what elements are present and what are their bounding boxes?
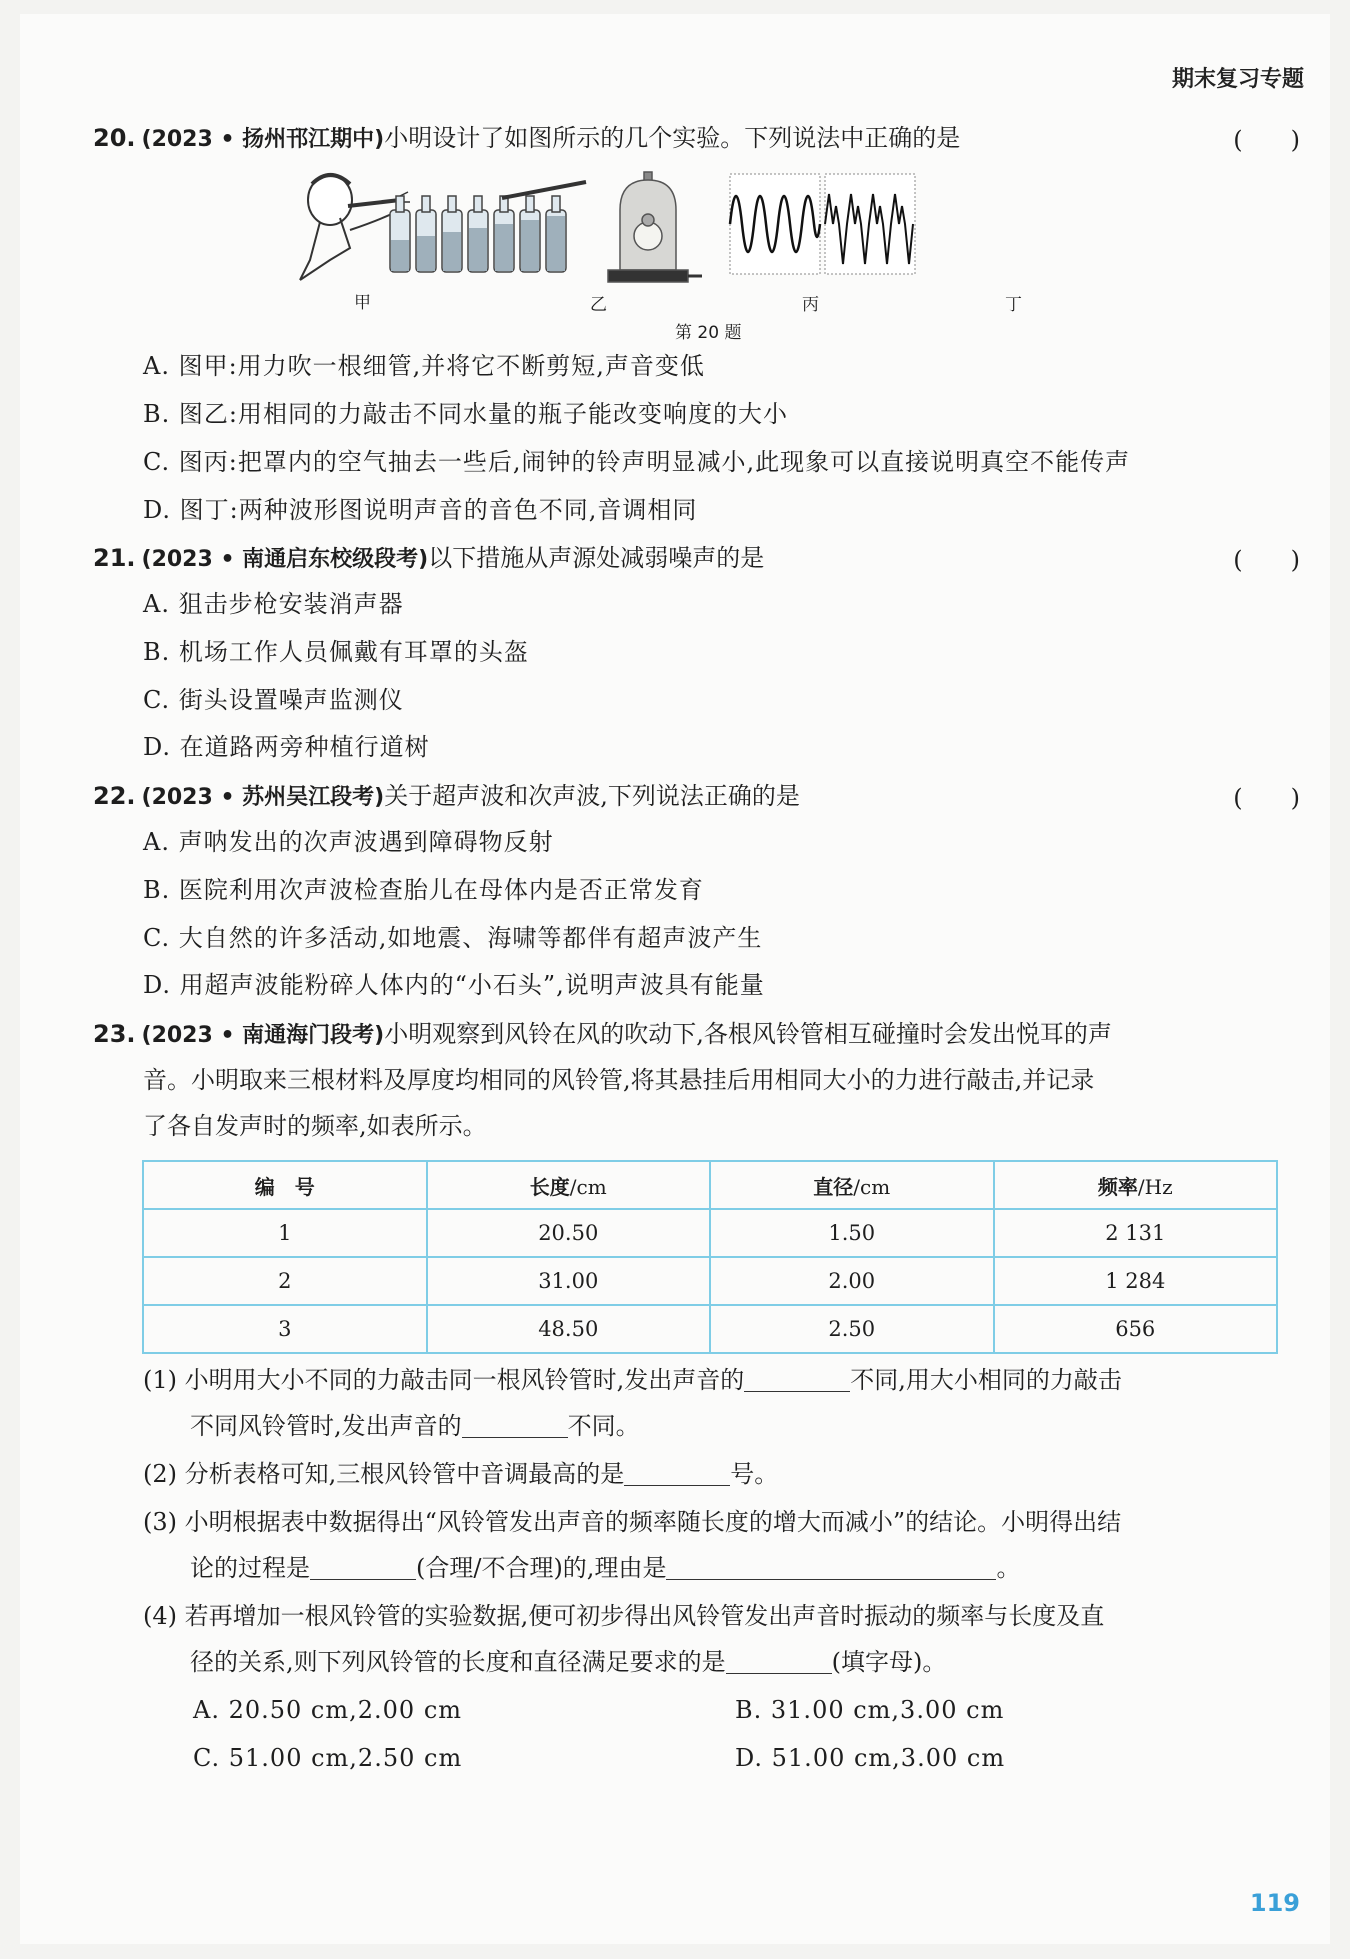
subquestion-3: (3) 小明根据表中数据得出“风铃管发出声音的频率随长度的增大而减小”的结论。小明得出结 bbox=[143, 1508, 1122, 1536]
answer-blank[interactable] bbox=[666, 1555, 996, 1580]
table-row bbox=[143, 1257, 1277, 1305]
question-source: (2023 • 南通启东校级段考) bbox=[141, 547, 429, 572]
option-c: C. 街头设置噪声监测仪 bbox=[143, 686, 404, 714]
figure-caption: 第 20 题 bbox=[675, 323, 742, 343]
question-text: 小明设计了如图所示的几个实验。下列说法中正确的是 bbox=[384, 124, 961, 152]
question-number: 22. bbox=[93, 782, 136, 810]
table-header: 频率/Hz bbox=[994, 1161, 1278, 1209]
figure-20 bbox=[290, 170, 1150, 290]
option-a: A. 声呐发出的次声波遇到障碍物反射 bbox=[143, 828, 554, 856]
figure-ding-waveforms bbox=[730, 174, 915, 274]
question-source: (2023 • 扬州邗江期中) bbox=[141, 127, 385, 152]
table-cell: 1 bbox=[143, 1209, 427, 1257]
subquestion-1: (1) 小明用大小不同的力敲击同一根风铃管时,发出声音的 不同,用大小相同的力敲击 bbox=[143, 1366, 1122, 1394]
table-row bbox=[143, 1305, 1277, 1353]
subquestion-3-cont: 论的过程是 (合理/不合理)的,理由是 。 bbox=[190, 1554, 1021, 1582]
question-source: (2023 • 南通海门段考) bbox=[141, 1023, 385, 1048]
table-header: 编 号 bbox=[143, 1161, 427, 1209]
table-cell: 656 bbox=[994, 1305, 1278, 1353]
table-cell: 1.50 bbox=[710, 1209, 994, 1257]
frequency-table bbox=[142, 1160, 1278, 1354]
table-cell: 2 131 bbox=[994, 1209, 1278, 1257]
answer-bracket: ( ) bbox=[1233, 546, 1300, 574]
question-20-stem bbox=[93, 120, 960, 158]
section-header: 期末复习专题 bbox=[1171, 67, 1304, 92]
option-d: D. 图丁:两种波形图说明声音的音色不同,音调相同 bbox=[143, 496, 698, 524]
figure-label-ding: 丁 bbox=[1005, 295, 1022, 315]
question-source: (2023 • 苏州吴江段考) bbox=[141, 785, 385, 810]
question-text: 以下措施从声源处减弱噪声的是 bbox=[428, 544, 765, 572]
option-a: A. 狙击步枪安装消声器 bbox=[143, 590, 404, 618]
subquestion-2: (2) 分析表格可知,三根风铃管中音调最高的是 号。 bbox=[143, 1460, 779, 1488]
option-c: C. 大自然的许多活动,如地震、海啸等都伴有超声波产生 bbox=[143, 924, 763, 952]
answer-blank[interactable] bbox=[744, 1367, 850, 1392]
table-cell: 31.00 bbox=[427, 1257, 711, 1305]
choice-d: D. 51.00 cm,3.00 cm bbox=[735, 1744, 1006, 1772]
table-cell: 1 284 bbox=[994, 1257, 1278, 1305]
option-d: D. 在道路两旁种植行道树 bbox=[143, 733, 430, 761]
table-header-row bbox=[143, 1161, 1277, 1209]
answer-blank[interactable] bbox=[624, 1461, 730, 1486]
subquestion-1-cont: 不同风铃管时,发出声音的 不同。 bbox=[190, 1412, 640, 1440]
table-header: 长度/cm bbox=[427, 1161, 711, 1209]
question-text-line2: 音。小明取来三根材料及厚度均相同的风铃管,将其悬挂后用相同大小的力进行敲击,并记录 bbox=[143, 1066, 1095, 1094]
option-b: B. 图乙:用相同的力敲击不同水量的瓶子能改变响度的大小 bbox=[143, 400, 788, 428]
figure-label-jia: 甲 bbox=[354, 293, 371, 313]
question-22-stem bbox=[93, 778, 800, 816]
answer-blank[interactable] bbox=[310, 1555, 416, 1580]
subquestion-4: (4) 若再增加一根风铃管的实验数据,便可初步得出风铃管发出声音时振动的频率与长度及直 bbox=[143, 1602, 1105, 1630]
choice-a: A. 20.50 cm,2.00 cm bbox=[193, 1696, 463, 1724]
question-23-stem bbox=[93, 1016, 1112, 1054]
answer-bracket: ( ) bbox=[1233, 784, 1300, 812]
question-number: 21. bbox=[93, 544, 136, 572]
option-c: C. 图丙:把罩内的空气抽去一些后,闹钟的铃声明显减小,此现象可以直接说明真空不能传声 bbox=[143, 448, 1131, 476]
question-text: 关于超声波和次声波,下列说法正确的是 bbox=[384, 782, 800, 810]
question-text: 小明观察到风铃在风的吹动下,各根风铃管相互碰撞时会发出悦耳的声 bbox=[384, 1020, 1112, 1048]
table-row bbox=[143, 1209, 1277, 1257]
table-cell: 3 bbox=[143, 1305, 427, 1353]
table-cell: 2.00 bbox=[710, 1257, 994, 1305]
figure-bing-bell-jar bbox=[608, 172, 702, 282]
figure-label-bing: 丙 bbox=[802, 295, 819, 315]
option-d: D. 用超声波能粉碎人体内的“小石头”,说明声波具有能量 bbox=[143, 971, 765, 999]
option-b: B. 医院利用次声波检查胎儿在母体内是否正常发育 bbox=[143, 876, 704, 904]
figure-yi-bottles bbox=[390, 182, 586, 272]
question-21-stem bbox=[93, 540, 764, 578]
table-cell: 2.50 bbox=[710, 1305, 994, 1353]
question-number: 23. bbox=[93, 1020, 136, 1048]
option-a: A. 图甲:用力吹一根细管,并将它不断剪短,声音变低 bbox=[143, 352, 705, 380]
question-text-line3: 了各自发声时的频率,如表所示。 bbox=[143, 1112, 487, 1140]
table-cell: 20.50 bbox=[427, 1209, 711, 1257]
table-cell: 48.50 bbox=[427, 1305, 711, 1353]
answer-blank[interactable] bbox=[726, 1649, 832, 1674]
choice-b: B. 31.00 cm,3.00 cm bbox=[735, 1696, 1005, 1724]
answer-bracket: ( ) bbox=[1233, 126, 1300, 154]
table-cell: 2 bbox=[143, 1257, 427, 1305]
page-number: 119 bbox=[1249, 1889, 1300, 1917]
figure-label-yi: 乙 bbox=[590, 295, 607, 315]
option-b: B. 机场工作人员佩戴有耳罩的头盔 bbox=[143, 638, 529, 666]
subquestion-4-cont: 径的关系,则下列风铃管的长度和直径满足要求的是 (填字母)。 bbox=[190, 1648, 947, 1676]
choice-c: C. 51.00 cm,2.50 cm bbox=[193, 1744, 463, 1772]
answer-blank[interactable] bbox=[462, 1413, 568, 1438]
question-number: 20. bbox=[93, 124, 136, 152]
table-header: 直径/cm bbox=[710, 1161, 994, 1209]
